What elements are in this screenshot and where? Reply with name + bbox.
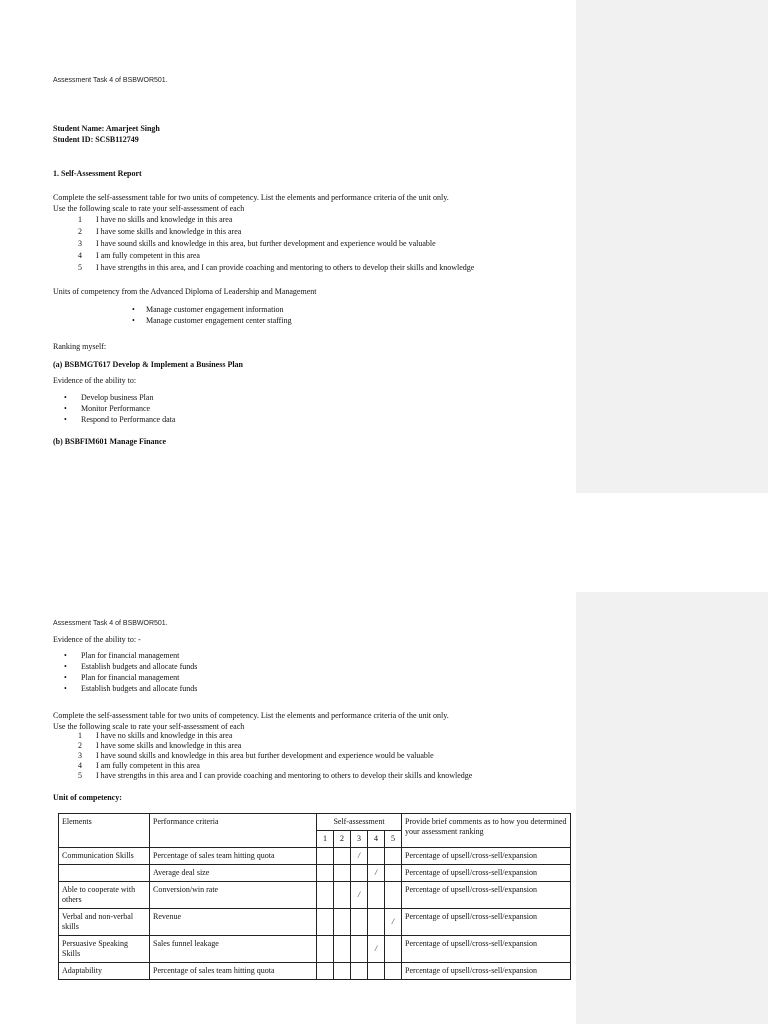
list-item: • Manage customer engagement center staffing <box>53 315 573 326</box>
cell-element: Able to cooperate with others <box>59 882 150 909</box>
cell-criteria: Percentage of sales team hitting quota <box>150 963 317 980</box>
ranking-label: Ranking myself: <box>53 342 107 351</box>
student-info <box>53 123 573 145</box>
unit-a-title: (a) BSBMGT617 Develop & Implement a Business Plan <box>53 360 244 369</box>
rating-mark: / <box>351 882 368 909</box>
cell-criteria: Revenue <box>150 909 317 936</box>
cell-element: Communication Skills <box>59 848 150 865</box>
table-header-row <box>59 814 571 831</box>
cell-comment: Percentage of upsell/cross-sell/expansion <box>402 865 571 882</box>
instruction-line-2: Use the following scale to rate your self-assessment of each <box>53 722 245 731</box>
scale-item: 1 I have no skills and knowledge in this area <box>78 731 233 740</box>
rating-cell <box>351 936 368 963</box>
list-item: • Plan for financial management <box>53 672 573 683</box>
header-performance-criteria: Performance criteria <box>150 814 317 848</box>
cell-element <box>59 865 150 882</box>
rating-cell <box>385 936 402 963</box>
comment-margin-pane <box>576 592 768 1024</box>
units-list <box>53 304 573 326</box>
list-item: • Plan for financial management <box>53 650 573 661</box>
rating-cell <box>351 963 368 980</box>
rating-cell <box>334 882 351 909</box>
scale-item: 4 I am fully competent in this area <box>78 251 200 260</box>
cell-comment: Percentage of upsell/cross-sell/expansion <box>402 882 571 909</box>
rating-cell <box>334 963 351 980</box>
cell-comment: Percentage of upsell/cross-sell/expansion <box>402 963 571 980</box>
rating-scale-list <box>78 731 598 781</box>
comment-margin-pane <box>576 0 768 493</box>
list-item: • Manage customer engagement information <box>53 304 573 315</box>
page-header: Assessment Task 4 of BSBWOR501. <box>53 620 168 627</box>
rating-cell <box>368 848 385 865</box>
scale-item: 3 I have sound skills and knowledge in this area but further development and experience would be valuable <box>78 751 434 760</box>
rating-mark: / <box>368 936 385 963</box>
rating-mark: / <box>385 909 402 936</box>
rating-cell <box>368 882 385 909</box>
instruction-line-2: Use the following scale to rate your self-assessment of each <box>53 204 245 213</box>
evidence-b-list <box>53 650 573 694</box>
scale-number: 2 <box>334 831 351 848</box>
scale-item: 2 I have some skills and knowledge in this area <box>78 741 242 750</box>
cell-comment: Percentage of upsell/cross-sell/expansion <box>402 936 571 963</box>
scale-item: 3 I have sound skills and knowledge in this area, but further development and experience would be valuable <box>78 239 436 248</box>
list-item: • Establish budgets and allocate funds <box>53 683 573 694</box>
section-title: 1. Self-Assessment Report <box>53 169 142 178</box>
page-header: Assessment Task 4 of BSBWOR501. <box>53 77 168 84</box>
cell-element: Adaptability <box>59 963 150 980</box>
rating-cell <box>368 909 385 936</box>
rating-cell <box>317 882 334 909</box>
list-item: • Monitor Performance <box>53 403 573 414</box>
rating-cell <box>334 936 351 963</box>
header-elements: Elements <box>59 814 150 848</box>
rating-cell <box>351 865 368 882</box>
cell-criteria: Conversion/win rate <box>150 882 317 909</box>
table-row <box>59 963 571 980</box>
student-id: Student ID: SCSB112749 <box>53 135 139 144</box>
scale-item: 5 I have strengths in this area, and I can provide coaching and mentoring to others to develop their skills and knowledge <box>78 263 475 272</box>
evidence-b-label: Evidence of the ability to: - <box>53 635 141 644</box>
rating-cell <box>317 848 334 865</box>
rating-cell <box>334 865 351 882</box>
rating-cell <box>351 909 368 936</box>
instructions <box>53 192 573 214</box>
units-heading: Units of competency from the Advanced Diploma of Leadership and Management <box>53 287 317 296</box>
cell-element: Persuasive Speaking Skills <box>59 936 150 963</box>
instructions <box>53 710 573 732</box>
table-row <box>59 848 571 865</box>
evidence-a-label: Evidence of the ability to: <box>53 376 137 385</box>
cell-comment: Percentage of upsell/cross-sell/expansion <box>402 909 571 936</box>
table-row <box>59 936 571 963</box>
cell-criteria: Average deal size <box>150 865 317 882</box>
rating-cell <box>334 848 351 865</box>
unit-label: Unit of competency: <box>53 793 122 802</box>
cell-element: Verbal and non-verbal skills <box>59 909 150 936</box>
rating-cell <box>385 882 402 909</box>
rating-cell <box>317 865 334 882</box>
table-row <box>59 865 571 882</box>
student-name: Student Name: Amarjeet Singh <box>53 124 160 133</box>
rating-mark: / <box>351 848 368 865</box>
scale-item: 1 I have no skills and knowledge in this area <box>78 215 233 224</box>
header-self-assessment: Self-assessment <box>317 814 402 831</box>
header-comments: Provide brief comments as to how you determined your assessment ranking <box>402 814 571 848</box>
list-item: • Develop business Plan <box>53 392 573 403</box>
rating-mark: / <box>368 865 385 882</box>
table-body <box>59 848 571 980</box>
rating-scale-list <box>78 214 598 274</box>
list-item: • Establish budgets and allocate funds <box>53 661 573 672</box>
table-row <box>59 882 571 909</box>
rating-cell <box>317 963 334 980</box>
cell-comment: Percentage of upsell/cross-sell/expansion <box>402 848 571 865</box>
scale-number: 4 <box>368 831 385 848</box>
scale-item: 5 I have strengths in this area and I can provide coaching and mentoring to others to develop their skills and knowledge <box>78 771 473 780</box>
table-row <box>59 909 571 936</box>
rating-cell <box>385 848 402 865</box>
rating-cell <box>317 936 334 963</box>
instruction-line-1: Complete the self-assessment table for two units of competency. List the elements and performance criteria of the unit only. <box>53 193 449 202</box>
document-page-2 <box>0 540 768 1024</box>
rating-cell <box>334 909 351 936</box>
list-item: • Respond to Performance data <box>53 414 573 425</box>
rating-cell <box>385 963 402 980</box>
instruction-line-1: Complete the self-assessment table for two units of competency. List the elements and performance criteria of the unit only. <box>53 711 449 720</box>
unit-b-title: (b) BSBFIM601 Manage Finance <box>53 437 167 446</box>
scale-item: 4 I am fully competent in this area <box>78 761 200 770</box>
rating-cell <box>368 963 385 980</box>
scale-item: 2 I have some skills and knowledge in this area <box>78 227 242 236</box>
rating-cell <box>385 865 402 882</box>
evidence-a-list <box>53 392 573 425</box>
cell-criteria: Percentage of sales team hitting quota <box>150 848 317 865</box>
cell-criteria: Sales funnel leakage <box>150 936 317 963</box>
scale-number: 5 <box>385 831 402 848</box>
self-assessment-table <box>58 813 571 980</box>
scale-number: 3 <box>351 831 368 848</box>
scale-number: 1 <box>317 831 334 848</box>
rating-cell <box>317 909 334 936</box>
